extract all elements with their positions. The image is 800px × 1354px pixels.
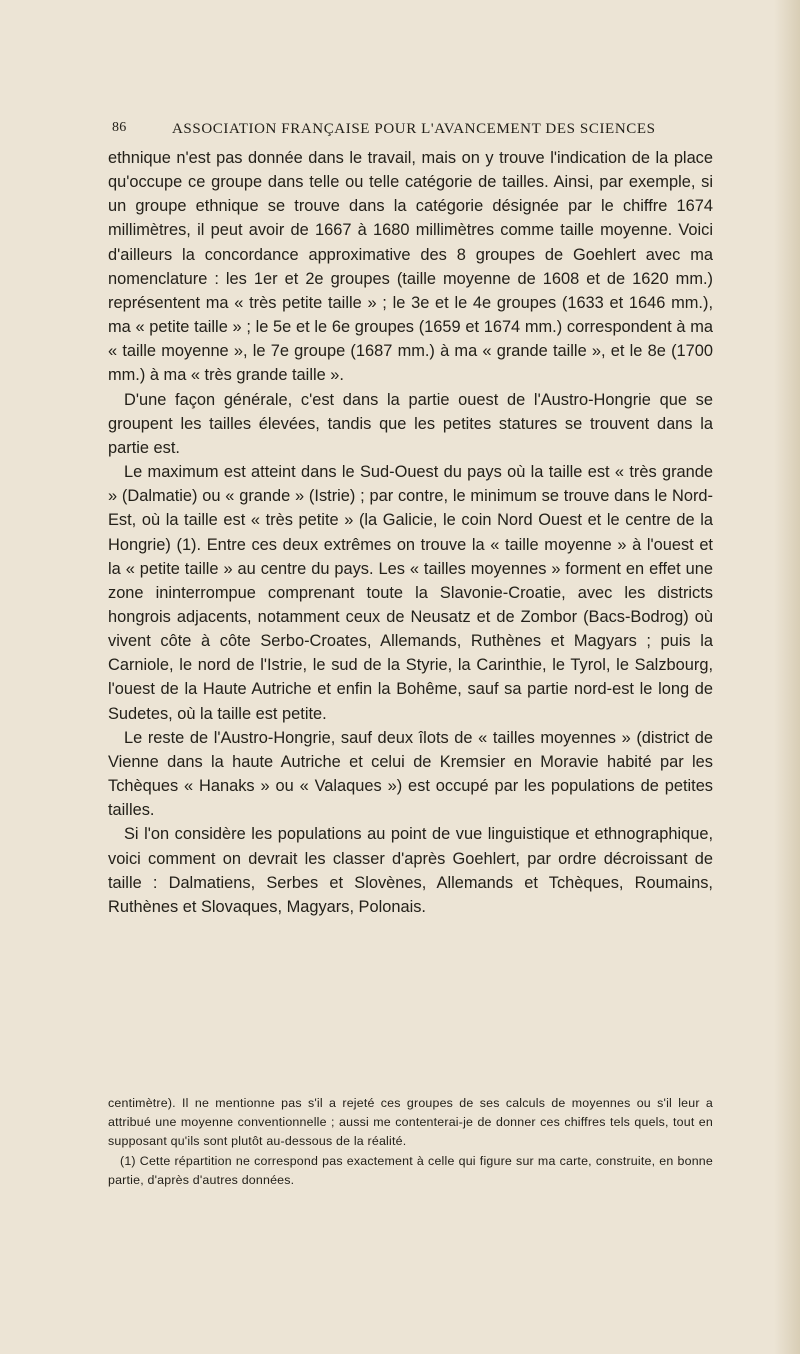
page-edge-shadow: [774, 0, 800, 1354]
paragraph: Si l'on considère les populations au point de vue linguistique et ethnographique, voici comment on devrait les classer d'après Goehlert, par ordre décroissant de taille : Dalmatiens, Serbes et Slovènes, Allemands et Tchèques, Roumains, Ruthènes et Slovaques, Magyars, Polonais.: [108, 825, 713, 916]
footnote: (1) Cette répartition ne correspond pas exactement à celle qui figure sur ma carte, construite, en bonne partie, d'après d'autres données.: [108, 1154, 713, 1187]
running-title: ASSOCIATION FRANÇAISE POUR L'AVANCEMENT DES SCIENCES: [172, 121, 656, 137]
main-text: [108, 146, 713, 919]
paragraph: D'une façon générale, c'est dans la partie ouest de l'Austro-Hongrie que se groupent les tailles élevées, tandis que les petites statures se trouvent dans la partie est.: [108, 390, 713, 457]
paragraph: Le maximum est atteint dans le Sud-Ouest du pays où la taille est « très grande » (Dalmatie) ou « grande » (Istrie) ; par contre, le minimum se trouve dans le Nord-Est, où la taille est « très petite » (la Galicie, le coin Nord Ouest et le centre de la Hongrie) (1). Entre ces deux extrêmes on trouve la « taille moyenne » à l'ouest et la « petite taille » au centre du pays. Les « tailles moyennes » forment en effet une zone ininterrompue comprenant toute la Slavonie-Croatie, avec les districts hongrois adjacents, notamment ceux de Neusatz et de Zombor (Bacs-Bodrog) où vivent côte à côte Serbo-Croates, Allemands, Ruthènes et Magyars ; puis la Carniole, le nord de l'Istrie, le sud de la Styrie, la Carinthie, le Tyrol, le Salzbourg, l'ouest de la Haute Autriche et enfin la Bohême, sauf sa partie nord-est le long de Sudetes, où la taille est petite.: [108, 463, 713, 723]
footnote-continuation: centimètre). Il ne mentionne pas s'il a rejeté ces groupes de ses calculs de moyennes ou s'il leur a attribué une moyenne conventionnelle ; aussi me contenterai-je de donner ces chiffres tels quels, tout en supposant qu'ils sont plutôt au-dessous de la réalité.: [108, 1096, 713, 1148]
paragraph: Le reste de l'Austro-Hongrie, sauf deux îlots de « tailles moyennes » (district de Vienne dans la haute Autriche et celui de Kremsier en Moravie habité par les Tchèques « Hanaks » ou « Valaques ») est occupé par les populations de petites tailles.: [108, 728, 713, 820]
page-number: 86: [112, 120, 127, 135]
footnotes: [108, 1094, 713, 1190]
paragraph-continuation: ethnique n'est pas donnée dans le travail, mais on y trouve l'indication de la place qu'occupe ce groupe dans telle ou telle catégorie de tailles. Ainsi, par exemple, si un groupe ethnique se trouve dans la catégorie désignée par le chiffre 1674 millimètres, il peut avoir de 1667 à 1680 millimètres comme taille moyenne. Voici d'ailleurs la concordance approximative des 8 groupes de Goehlert avec ma nomenclature : les 1er et 2e groupes (taille moyenne de 1608 et de 1620 mm.) représentent ma « très petite taille » ; le 3e et le 4e groupes (1633 et 1646 mm.), ma « petite taille » ; le 5e et le 6e groupes (1659 et 1674 mm.) correspondent à ma « taille moyenne », le 7e groupe (1687 mm.) à ma « grande taille », et le 8e (1700 mm.) à ma « très grande taille ».: [108, 149, 713, 385]
